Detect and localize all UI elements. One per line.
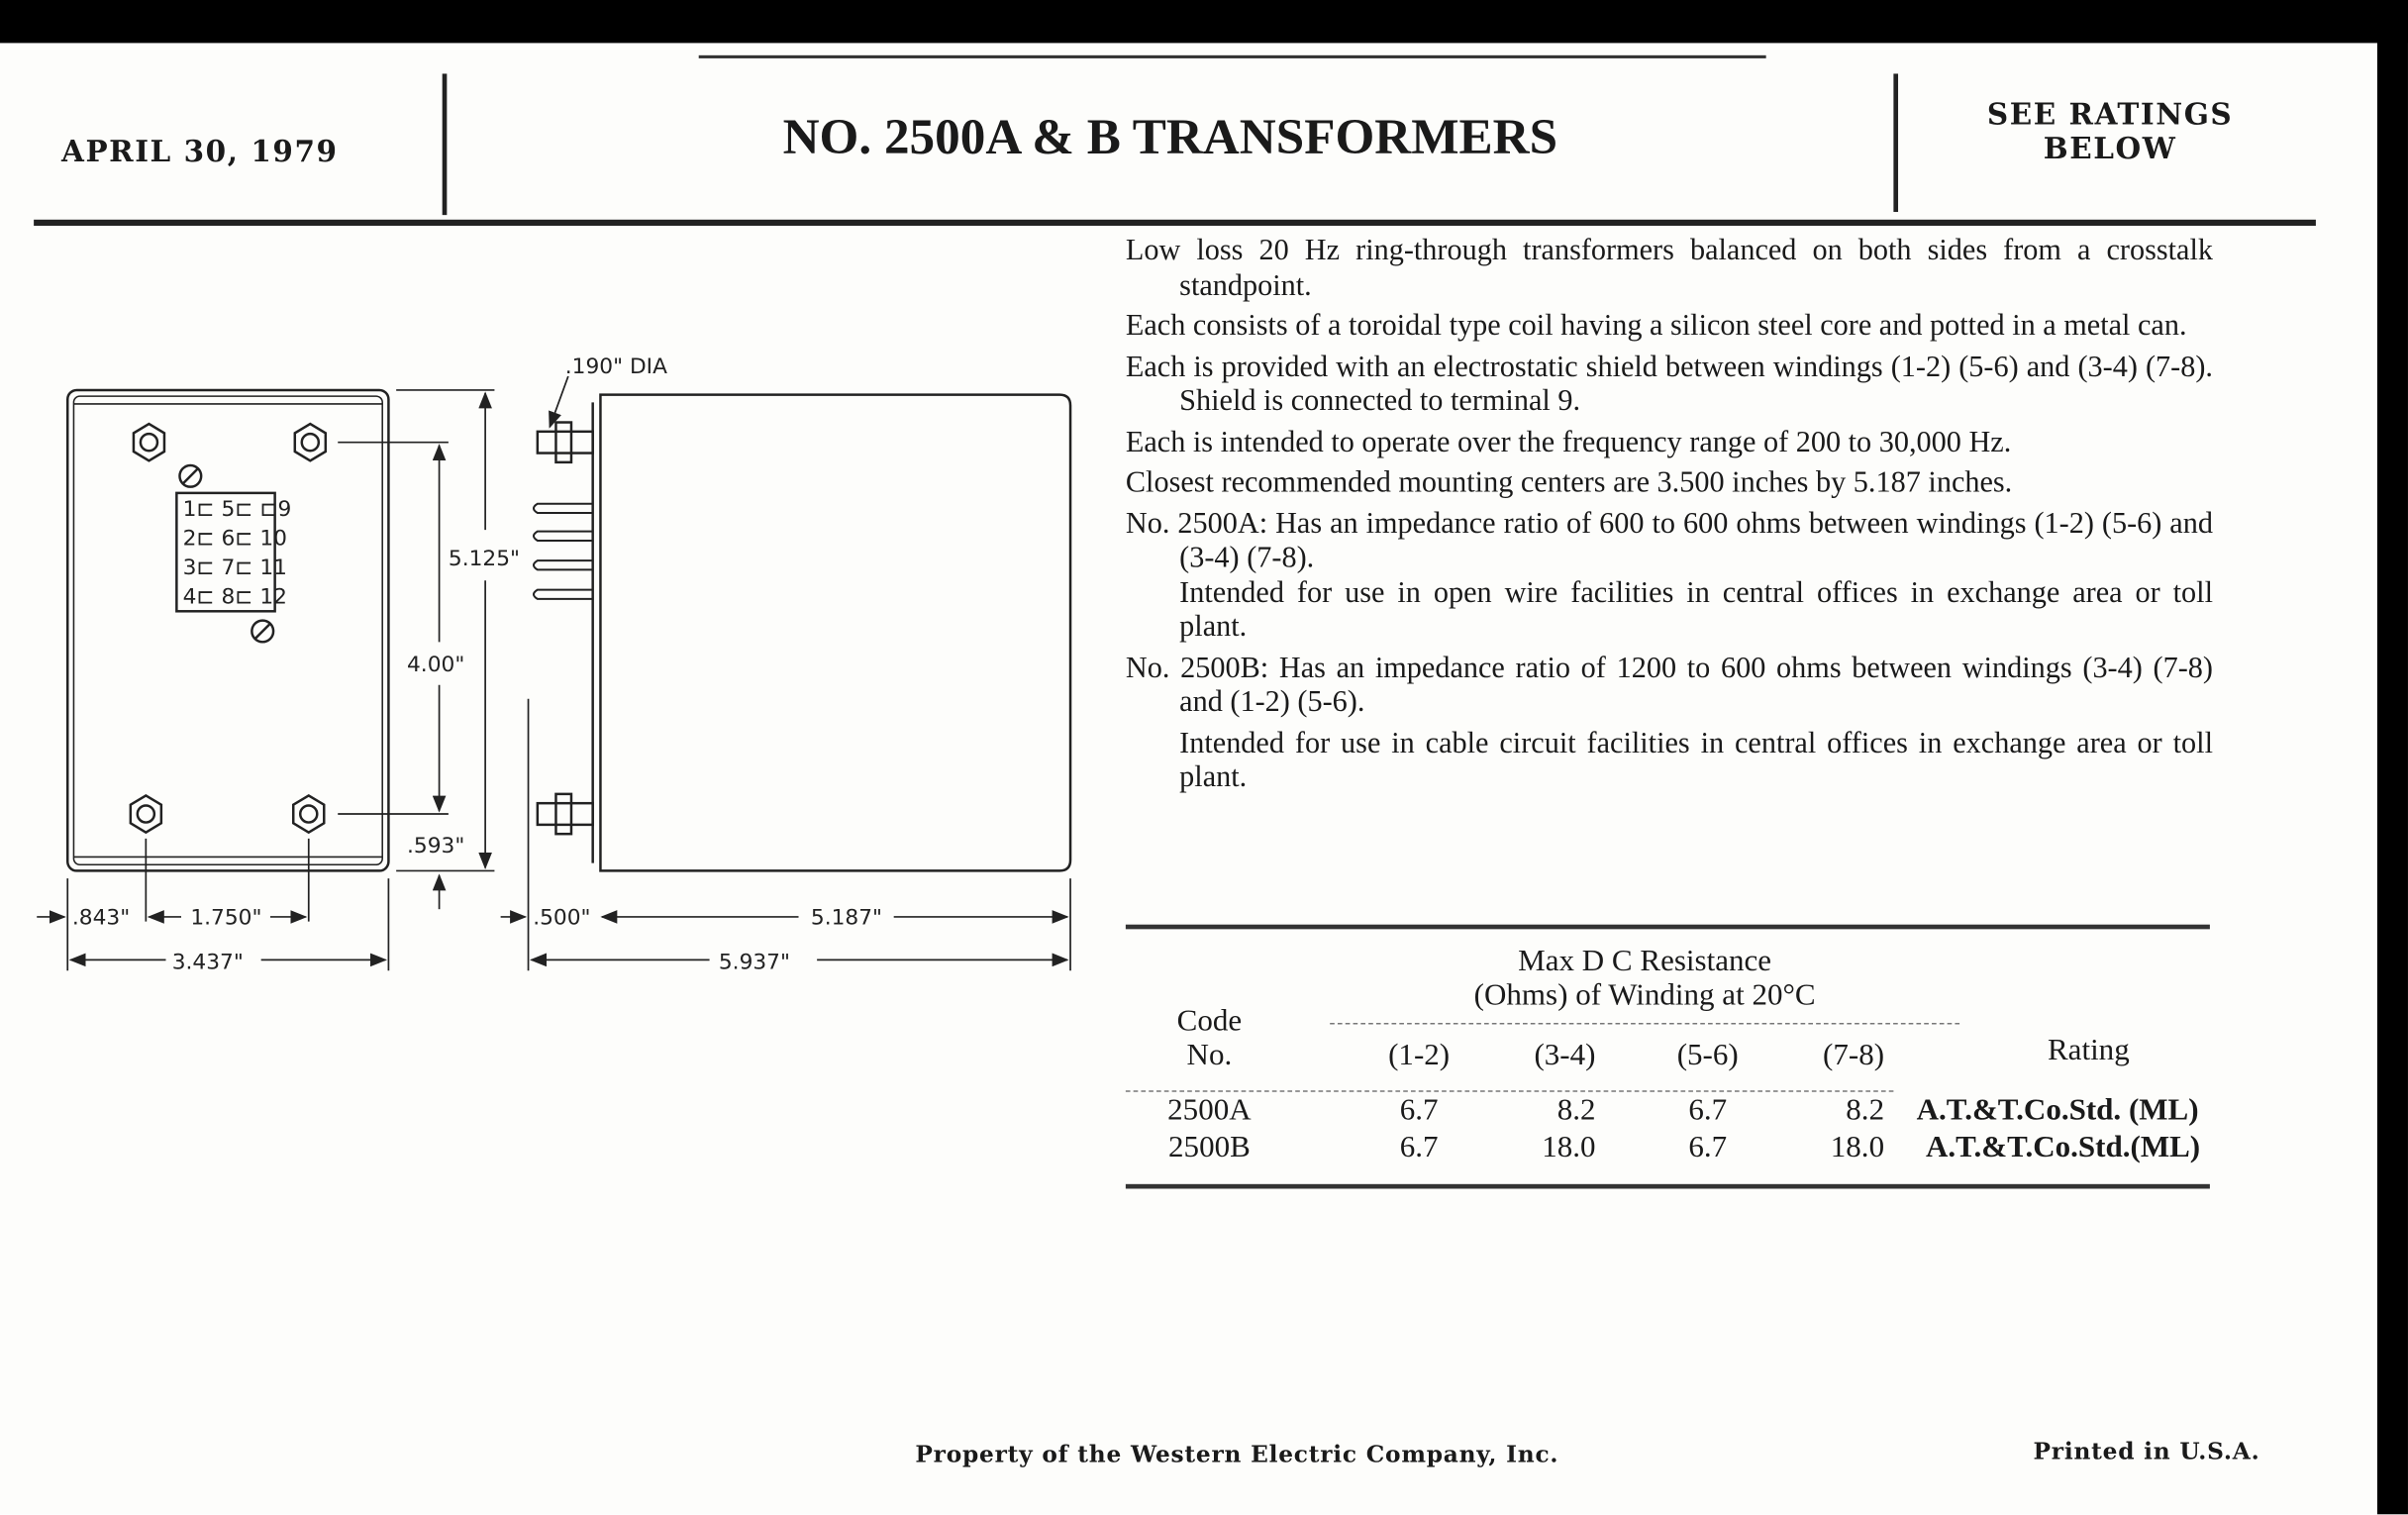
- code-cell: 2500A: [1167, 1093, 1252, 1128]
- dim-label: 1.750": [190, 905, 262, 931]
- property-notice: Property of the Western Electric Company, Inc.: [915, 1440, 1559, 1468]
- hex-nut-icon: [134, 424, 164, 460]
- ratings-note: [1904, 98, 2316, 165]
- hex-nut-icon: [295, 424, 326, 460]
- description-paragraph: Intended for use in cable circuit facilities in central offices in exchange area or toll plant.: [1179, 727, 2213, 794]
- scan-border-right: [2377, 0, 2408, 1514]
- description-paragraph: Low loss 20 Hz ring-through transformers balanced on both sides from a crosstalk standpoint.: [1125, 235, 2213, 302]
- code-header-line: Code: [1176, 1004, 1243, 1039]
- dim-label: .190" DIA: [564, 354, 667, 379]
- dim-label: .500": [533, 905, 591, 931]
- solder-lug-icon: [534, 504, 593, 599]
- hex-nut-icon: [131, 795, 161, 832]
- hex-nut-icon: [293, 795, 324, 832]
- dim-label: 3.437": [171, 950, 244, 975]
- dim-label: 5.125": [448, 546, 521, 571]
- column-header: (5-6): [1676, 1038, 1739, 1072]
- table-top-rule: [1126, 925, 2210, 930]
- value-cell: 18.0: [1542, 1130, 1596, 1164]
- screw-icon: [179, 465, 201, 487]
- description-paragraph: Each consists of a toroidal type coil having a silicon steel core and potted in a metal can.: [1125, 310, 2187, 343]
- code-header: [1137, 1004, 1282, 1071]
- value-cell: 6.7: [1688, 1093, 1728, 1128]
- dimension-drawing: [0, 0, 1137, 1014]
- header-divider: [1893, 73, 1898, 212]
- dim-label: .843": [71, 905, 131, 931]
- table-bottom-rule: [1126, 1184, 2210, 1189]
- value-cell: 6.7: [1399, 1130, 1439, 1164]
- value-cell: 6.7: [1688, 1130, 1728, 1164]
- group-header-line: Max D C Resistance: [1518, 944, 1772, 978]
- column-header: (3-4): [1534, 1038, 1596, 1072]
- dim-label: 5.187": [810, 905, 883, 931]
- side-view-case: [600, 395, 1070, 871]
- screw-icon: [251, 621, 273, 643]
- terminal-row: 2⊏ 6⊏ 10: [182, 526, 287, 552]
- dim-label: 5.937": [718, 950, 790, 975]
- description-paragraph: No. 2500B: Has an impedance ratio of 1200 to 600 ohms between windings (3-4) (7-8) and (1-2) (5-6).: [1125, 652, 2213, 719]
- ratings-note-line: BELOW: [2043, 132, 2177, 166]
- terminal-row: 4⊏ 8⊏ 12: [182, 584, 287, 610]
- ratings-note-line: SEE RATINGS: [1986, 98, 2234, 133]
- description-paragraph: Each is intended to operate over the frequency range of 200 to 30,000 Hz.: [1125, 426, 2012, 458]
- front-view-case: [67, 390, 388, 870]
- value-cell: 8.2: [1846, 1093, 1885, 1128]
- description: [1126, 235, 2213, 802]
- value-cell: 6.7: [1399, 1093, 1439, 1128]
- description-paragraph: Each is provided with an electrostatic shield between windings (1-2) (5-6) and (3-4) (7-8). Shield is connected to terminal 9.: [1125, 351, 2213, 418]
- column-header: Rating: [2047, 1033, 2130, 1067]
- description-paragraph: Intended for use in open wire facilities in central offices in exchange area or toll plant.: [1179, 576, 2213, 644]
- rating-cell: A.T.&T.Co.Std.(ML): [1925, 1130, 2201, 1164]
- description-paragraph: No. 2500A: Has an impedance ratio of 600 to 600 ohms between windings (1-2) (5-6) and (3-4) (7-8).: [1125, 507, 2213, 575]
- dim-label: 4.00": [407, 652, 465, 677]
- mounting-stud-icon: [538, 423, 593, 462]
- divider: [1330, 1023, 1959, 1026]
- printed-notice: Printed in U.S.A.: [2033, 1437, 2260, 1465]
- terminal-row: 1⊏ 5⊏ ⊏9: [182, 497, 292, 523]
- terminal-row: 3⊏ 7⊏ 11: [182, 556, 287, 581]
- page-title: NO. 2500A & B TRANSFORMERS: [782, 110, 1558, 166]
- resistance-group-header: [1330, 945, 1959, 1012]
- column-header: (1-2): [1388, 1038, 1451, 1072]
- value-cell: 18.0: [1830, 1130, 1885, 1164]
- issue-date: APRIL 30, 1979: [61, 135, 339, 169]
- rating-cell: A.T.&T.Co.Std. (ML): [1916, 1093, 2199, 1128]
- code-cell: 2500B: [1168, 1130, 1251, 1164]
- description-paragraph: Closest recommended mounting centers are 3.500 inches by 5.187 inches.: [1125, 466, 2013, 500]
- group-header-line: (Ohms) of Winding at 20°C: [1473, 977, 1816, 1013]
- value-cell: 8.2: [1556, 1093, 1596, 1128]
- column-header: (7-8): [1823, 1038, 1885, 1072]
- mounting-stud-icon: [538, 794, 593, 834]
- dim-label: .593": [407, 833, 465, 858]
- code-header-line: No.: [1186, 1038, 1233, 1072]
